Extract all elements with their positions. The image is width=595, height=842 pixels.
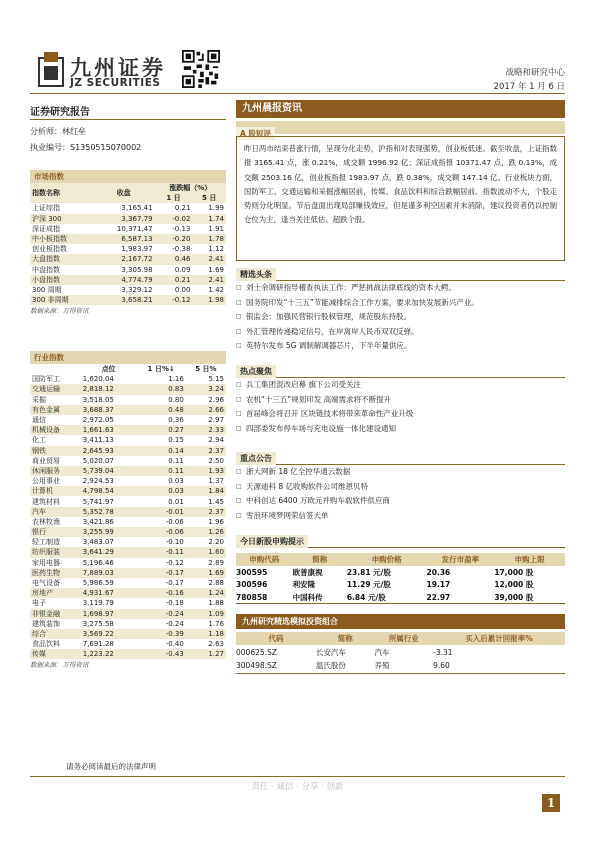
- table-cell: 3,165.41: [121, 204, 153, 213]
- list-item: □ 银监会：加强民营银行股权管理，规范股东持股。: [236, 310, 565, 325]
- table-cell: 1.76: [208, 619, 224, 628]
- table-cell: 2,167.72: [93, 254, 155, 264]
- list-item: □ 首届峰会将召开 区块链技术将带来革命性产业升级: [236, 407, 565, 422]
- table-cell: 4,798.54: [81, 486, 137, 496]
- table-cell: 0.03: [136, 486, 185, 496]
- table-cell: 5,020.07: [82, 456, 114, 465]
- table-cell: 上证综指: [32, 204, 60, 213]
- table-cell: 300 非周期: [30, 295, 93, 305]
- table-cell: 2.94: [208, 436, 224, 445]
- table-cell: 2.37: [186, 446, 226, 456]
- table-row: [30, 244, 226, 254]
- table-cell: 2,924.53: [82, 477, 114, 486]
- list-item: □ 浙大网新 18 亿全控华通云数据: [236, 465, 565, 480]
- table-cell: 1.45: [208, 497, 224, 506]
- table-cell: 3,688.37: [81, 405, 137, 415]
- table-cell: 深证成指: [32, 224, 60, 233]
- table-cell: 化工: [32, 436, 46, 445]
- table-cell: -0.02: [155, 214, 193, 224]
- header-divider: [30, 93, 565, 94]
- comment-label: A 股短评: [236, 127, 275, 140]
- table-cell: 9.60: [433, 659, 565, 673]
- table-cell: 利安隆: [292, 580, 316, 590]
- table-cell: 5,986.59: [82, 579, 114, 588]
- table-row: [30, 446, 226, 456]
- table-row: [30, 547, 226, 557]
- table-cell: 房地产: [30, 588, 81, 598]
- table-cell: 3,641.29: [81, 547, 137, 557]
- col-header: 申购代码: [236, 553, 293, 566]
- portfolio-table: [236, 632, 565, 674]
- table-row: [236, 645, 565, 659]
- section-announcements: [236, 452, 565, 523]
- table-cell: 1.26: [186, 527, 226, 537]
- table-cell: 非银金融: [30, 609, 81, 619]
- list-item: □ 英特尔发布 5G 调制解调器芯片，下半年量供应。: [236, 339, 565, 354]
- col-header: 申购价格: [347, 553, 427, 566]
- table-cell: 2,972.05: [82, 416, 114, 425]
- table-cell: 2.89: [208, 558, 224, 567]
- table-cell: 12,000 股: [494, 580, 534, 590]
- table-row: [236, 579, 565, 592]
- table-cell: 22.97: [427, 591, 495, 604]
- table-row: [236, 566, 565, 579]
- table-cell: 2,818.12: [81, 384, 137, 394]
- table-cell: 电子: [32, 599, 46, 608]
- table-cell: 1.98: [192, 295, 226, 305]
- table-cell: 长安汽车: [315, 647, 346, 657]
- table-cell: 11.29 元/股: [346, 580, 391, 590]
- table-cell: 商业贸易: [32, 456, 60, 465]
- table-cell: 3,255.99: [81, 527, 137, 537]
- table-cell: 2.63: [208, 640, 224, 649]
- table-cell: 5,741.97: [82, 497, 114, 506]
- table-row: [30, 415, 226, 425]
- table-cell: -0.06: [136, 527, 185, 537]
- market-index-title: 市场指数: [30, 170, 226, 183]
- table-cell: 1.09: [186, 609, 226, 619]
- table-cell: 医药生物: [30, 568, 81, 578]
- table-cell: 300595: [236, 567, 268, 577]
- table-cell: 采掘: [32, 395, 46, 404]
- table-cell: 1.78: [192, 234, 226, 244]
- table-cell: 2.88: [208, 579, 224, 588]
- industry-source: 数据来源：万得资讯: [30, 661, 89, 670]
- table-cell: -0.18: [165, 599, 184, 608]
- table-cell: 3,421.86: [82, 517, 114, 526]
- table-cell: 综合: [30, 629, 81, 639]
- table-cell: 4,774.79: [93, 275, 155, 285]
- table-cell: 3,329.12: [121, 285, 153, 294]
- qr-code-icon: [182, 50, 220, 88]
- industry-index-title: 行业指数: [30, 351, 226, 364]
- table-cell: 农林牧渔: [32, 517, 60, 526]
- col-subheader: 1 日: [155, 193, 193, 203]
- section-headlines: [236, 268, 565, 354]
- table-cell: 3,119.79: [82, 599, 114, 608]
- table-cell: 钢铁: [30, 446, 81, 456]
- section-title: 精选头条: [236, 268, 276, 281]
- ipo-section: [236, 535, 565, 548]
- table-cell: 建筑材料: [32, 497, 60, 506]
- table-row: [30, 254, 226, 264]
- table-row: [30, 275, 226, 285]
- table-cell: 3,305.98: [121, 265, 153, 274]
- table-cell: 国防军工: [32, 375, 60, 384]
- table-cell: 0.36: [168, 416, 184, 425]
- table-cell: 2.20: [208, 538, 224, 547]
- table-cell: 7,691.28: [82, 640, 114, 649]
- table-cell: 2.37: [186, 507, 226, 517]
- col-header: 申购上限: [494, 553, 565, 566]
- ipo-table: [236, 553, 565, 604]
- table-cell: 0.83: [136, 384, 185, 394]
- table-cell: 休闲服务: [30, 466, 81, 476]
- table-cell: 欧普康视: [292, 567, 323, 577]
- licence-number: 执业编号：S1350515070002: [30, 143, 142, 152]
- table-cell: 1.27: [186, 649, 226, 659]
- table-cell: 7,889.03: [81, 568, 137, 578]
- table-cell: 1.18: [186, 629, 226, 639]
- logo-en: JZ SECURITIES: [70, 77, 161, 89]
- table-row: [30, 486, 226, 496]
- table-row: [30, 295, 226, 305]
- table-cell: 6,587.13: [93, 234, 155, 244]
- ipo-title: 今日新股申购提示: [236, 535, 308, 548]
- table-cell: -0.17: [136, 568, 185, 578]
- table-cell: 有色金属: [30, 405, 81, 415]
- table-cell: 3,367.79: [93, 214, 155, 224]
- table-cell: 3.24: [186, 384, 226, 394]
- table-row: [30, 384, 226, 394]
- report-type: 证券研究报告: [30, 107, 90, 118]
- table-cell: 000625.SZ: [236, 647, 277, 657]
- watermark: 责任 · 诚信 · 分享 · 创新: [251, 782, 344, 792]
- table-cell: -0.11: [136, 547, 185, 557]
- table-cell: -0.24: [165, 619, 184, 628]
- table-cell: -0.38: [172, 245, 191, 254]
- table-cell: 20.36: [426, 567, 451, 577]
- table-cell: 0.11: [136, 466, 185, 476]
- table-cell: 780858: [236, 591, 293, 604]
- table-cell: 1,983.97: [121, 245, 153, 254]
- table-cell: 5,196.46: [82, 558, 114, 567]
- table-cell: -0.24: [136, 609, 185, 619]
- table-cell: 5.15: [208, 375, 224, 384]
- list-item: □ 农机“十三五”规划印发 高端需求将不断提升: [236, 393, 565, 408]
- table-cell: 4,931.67: [81, 588, 137, 598]
- table-cell: 1.60: [186, 547, 226, 557]
- table-cell: 汽车: [30, 507, 81, 517]
- table-cell: 2.66: [186, 405, 226, 415]
- company-logo: [38, 52, 198, 90]
- table-row: [30, 214, 226, 224]
- col-header: 简称: [316, 632, 375, 645]
- market-index-panel: [30, 170, 226, 315]
- industry-index-table: [30, 364, 226, 659]
- list-item: □ 兵工集团混改启幕 旗下公司受关注: [236, 378, 565, 393]
- list-item: □ 中科创达 6400 万欧元并购车载软件供应商: [236, 494, 565, 509]
- table-cell: 0.27: [136, 425, 185, 435]
- table-cell: -0.12: [165, 558, 184, 567]
- table-cell: 2,645.93: [81, 446, 137, 456]
- legal-note: 请务必阅读最后的法律声明: [66, 762, 156, 771]
- table-row: [30, 588, 226, 598]
- table-cell: 0.15: [168, 436, 184, 445]
- table-cell: 1,620.04: [82, 375, 114, 384]
- table-cell: -0.13: [172, 224, 191, 233]
- col-header: 买入后累计回报率%: [433, 632, 565, 645]
- logo-mark-icon: [38, 52, 64, 88]
- col-header: 代码: [236, 632, 316, 645]
- list-item: □ 雪浪环境梦网荣信签大单: [236, 509, 565, 524]
- table-cell: 0.11: [168, 456, 184, 465]
- col-header: 5 日%: [195, 365, 217, 374]
- table-cell: 3,569.22: [81, 629, 137, 639]
- table-row: [30, 609, 226, 619]
- table-cell: 1.93: [186, 466, 226, 476]
- table-cell: 0.21: [155, 275, 193, 285]
- industry-index-panel: [30, 351, 226, 669]
- table-cell: 1,698.97: [81, 609, 137, 619]
- table-row: [236, 591, 565, 604]
- col-header: 发行市盈率: [427, 553, 495, 566]
- table-row: [30, 496, 226, 506]
- table-cell: 19.17: [426, 580, 451, 590]
- table-cell: 食品饮料: [32, 640, 60, 649]
- table-cell: -0.39: [136, 629, 185, 639]
- table-cell: -0.43: [136, 649, 185, 659]
- table-cell: 1.91: [208, 224, 224, 233]
- table-row: [30, 527, 226, 537]
- report-type-divider: [30, 119, 226, 120]
- table-cell: -0.40: [165, 640, 184, 649]
- table-cell: 汽车: [374, 647, 390, 657]
- col-header: 所属行业: [375, 632, 434, 645]
- table-cell: 3,411.13: [82, 436, 114, 445]
- table-cell: 1.42: [208, 285, 224, 294]
- table-cell: 3,275.58: [82, 619, 114, 628]
- table-row: [30, 374, 226, 384]
- col-subheader: 5 日: [192, 193, 226, 203]
- portfolio-title: 九州研究精选模拟投资组合: [236, 614, 565, 629]
- table-row: [30, 649, 226, 659]
- table-cell: 0.14: [136, 446, 185, 456]
- logo-cn: 九州证券: [70, 55, 166, 80]
- table-cell: 300498.SZ: [236, 659, 316, 673]
- col-header: 涨跌幅（%）: [155, 183, 226, 193]
- table-cell: 0.09: [174, 265, 191, 274]
- table-cell: 2.41: [192, 254, 226, 264]
- department: 战略和研究中心: [505, 68, 565, 78]
- table-cell: 1.99: [208, 204, 224, 213]
- table-row: [30, 629, 226, 639]
- table-cell: 通信: [32, 416, 46, 425]
- table-cell: 1.24: [186, 588, 226, 598]
- list-item: □ 外汇管理传递稳定信号，在岸离岸人民币双双反弹。: [236, 325, 565, 340]
- table-cell: 3,483.07: [82, 538, 114, 547]
- table-cell: -0.20: [155, 234, 193, 244]
- table-row: [30, 558, 226, 568]
- table-row: [30, 395, 226, 405]
- table-cell: 39,000 股: [494, 591, 565, 604]
- col-header: [30, 364, 81, 374]
- table-cell: -3.31: [433, 647, 453, 657]
- table-row: [30, 265, 226, 275]
- table-cell: 电气设备: [32, 579, 60, 588]
- table-row: [30, 507, 226, 517]
- table-row: [30, 598, 226, 608]
- list-item: □ 天源迪科 8 亿收购软件公司维恩贝特: [236, 480, 565, 495]
- table-cell: -0.06: [165, 517, 184, 526]
- table-cell: 温氏股份: [316, 659, 375, 673]
- comment-label-bar: [236, 121, 565, 138]
- table-cell: 5,739.04: [81, 466, 137, 476]
- table-row: [30, 224, 226, 234]
- table-cell: 轻工制造: [32, 538, 60, 547]
- table-row: [30, 466, 226, 476]
- table-cell: 0.48: [136, 405, 185, 415]
- table-cell: 中盘指数: [32, 265, 60, 274]
- list-item: □ 国务院印发“十三五”节能减排综合工作方案，要求加快发展新兴产业。: [236, 296, 565, 311]
- table-cell: 1.69: [208, 265, 224, 274]
- table-cell: 3,518.05: [82, 395, 114, 404]
- table-cell: -0.17: [165, 579, 184, 588]
- table-cell: -0.12: [155, 295, 193, 305]
- table-cell: 传媒: [30, 649, 81, 659]
- table-row: [30, 234, 226, 244]
- table-row: [30, 517, 226, 527]
- col-header: 1 日%↓: [147, 365, 175, 374]
- table-row: [30, 639, 226, 649]
- table-cell: 中国科传: [293, 591, 347, 604]
- table-cell: 2.50: [208, 456, 224, 465]
- table-row: [30, 619, 226, 629]
- list-item: □ 刘士余调研指导稽查执法工作：严惩挑战法律底线的资本大鳄。: [236, 281, 565, 296]
- list-item: □ 四部委发布停车场与充电设施一体化建设通知: [236, 422, 565, 437]
- table-cell: 1.37: [208, 477, 224, 486]
- table-row: [30, 578, 226, 588]
- table-row: [30, 425, 226, 435]
- table-cell: 计算机: [30, 486, 81, 496]
- table-row: [30, 435, 226, 445]
- table-cell: 17,000 股: [494, 567, 534, 577]
- section-hot-topics: [236, 365, 565, 436]
- table-cell: 1.88: [208, 599, 224, 608]
- table-cell: 交通运输: [30, 384, 81, 394]
- table-cell: 1,661.63: [81, 425, 137, 435]
- section-title: 热点聚焦: [236, 365, 276, 378]
- section-title: 重点公告: [236, 452, 276, 465]
- main-title: 九州晨报资讯: [236, 100, 565, 118]
- table-row: [30, 476, 226, 486]
- table-cell: 0.80: [168, 395, 184, 404]
- analyst: 分析师：林红垒: [30, 127, 86, 136]
- table-cell: 1.96: [208, 517, 224, 526]
- table-row: [236, 659, 565, 673]
- table-cell: 纺织服装: [30, 547, 81, 557]
- table-cell: 0.01: [168, 497, 184, 506]
- table-cell: 1.84: [186, 486, 226, 496]
- col-header: 点位: [101, 365, 116, 374]
- table-cell: -0.10: [165, 538, 184, 547]
- footer-divider: [30, 776, 565, 777]
- table-cell: 银行: [30, 527, 81, 537]
- table-row: [30, 203, 226, 213]
- market-source: 数据来源：万得资讯: [30, 307, 89, 316]
- table-row: [30, 405, 226, 415]
- table-cell: 沪深 300: [30, 214, 93, 224]
- table-cell: 1.74: [192, 214, 226, 224]
- table-cell: 2.97: [208, 416, 224, 425]
- table-cell: 1,223.22: [81, 649, 137, 659]
- table-cell: -0.16: [136, 588, 185, 598]
- table-cell: 1.12: [208, 245, 224, 254]
- table-cell: 0.03: [168, 477, 184, 486]
- table-cell: 家用电器: [32, 558, 60, 567]
- table-cell: 5,352.78: [81, 507, 137, 517]
- table-cell: 0.00: [174, 285, 191, 294]
- table-cell: 6.84 元/股: [347, 591, 427, 604]
- table-cell: 0.21: [174, 204, 191, 213]
- table-cell: 1.16: [168, 375, 184, 384]
- page-number: 1: [542, 794, 560, 812]
- table-row: [30, 456, 226, 466]
- table-cell: 2.33: [186, 425, 226, 435]
- table-cell: 300 周期: [32, 285, 62, 294]
- table-row: [30, 285, 226, 295]
- table-cell: 创业板指数: [32, 245, 67, 254]
- table-row: [30, 537, 226, 547]
- market-index-table: [30, 183, 226, 305]
- table-cell: 10,371.47: [116, 224, 153, 233]
- table-cell: 机械设备: [30, 425, 81, 435]
- table-cell: 养殖: [375, 659, 434, 673]
- table-cell: 0.46: [155, 254, 193, 264]
- table-cell: 中小板指数: [30, 234, 93, 244]
- table-cell: 大盘指数: [30, 254, 93, 264]
- col-header: 收盘: [93, 183, 155, 203]
- table-cell: -0.01: [136, 507, 185, 517]
- table-cell: 1.69: [186, 568, 226, 578]
- market-comment: 昨日两市结束普涨行情，呈现分化走势，沪指和对表现强势，创业板低迷。截至收盘，上证指数报 3165.41 点，涨 0.21%，成交额 1996.92 亿；深证成指报 10371.47 点，跌 0.13%，成交额 2503.16 亿，创业板指报 1983.97 点，跌 0.38%，成交额 147.14 亿。行业板块方面，国防军工、交通运输和采掘涨幅居前，传媒、食品饮料和综合跌幅居前。指数波动不大，个股走势则分化明显。节后盘面出现局部赚钱效应，但是谨多利空因素并未消除，建议投资者仍以控制仓位为主，逢当关注低估、超跌个股。: [236, 136, 565, 261]
- col-header: 简称: [293, 553, 347, 566]
- col-header: 指数名称: [30, 183, 93, 203]
- table-cell: 3,658.21: [93, 295, 155, 305]
- table-cell: 2.41: [192, 275, 226, 285]
- table-cell: 300596: [236, 580, 268, 590]
- table-cell: 公用事业: [32, 477, 60, 486]
- table-cell: 建筑装饰: [32, 619, 60, 628]
- table-row: [30, 568, 226, 578]
- table-cell: 小盘指数: [30, 275, 93, 285]
- table-cell: 2.96: [208, 395, 224, 404]
- table-cell: 23.81 元/股: [346, 567, 391, 577]
- report-date: 2017 年 1 月 6 日: [493, 82, 565, 92]
